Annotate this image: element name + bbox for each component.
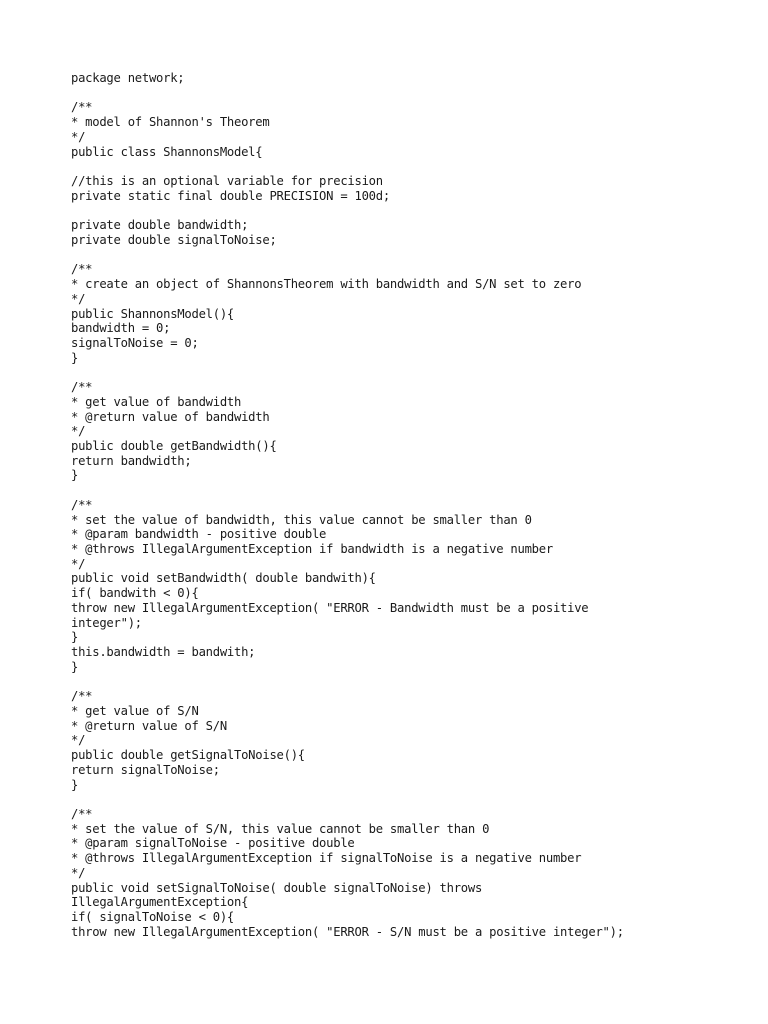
code-line: if( signalToNoise < 0){ xyxy=(71,909,235,924)
code-line: } xyxy=(71,777,79,792)
code-line: } xyxy=(71,350,79,365)
code-line: * @return value of bandwidth xyxy=(71,409,270,424)
code-line: * set the value of S/N, this value cannot be smaller than 0 xyxy=(71,821,490,836)
code-line: * @param bandwidth - positive double xyxy=(71,527,327,542)
code-line: /** xyxy=(71,262,93,277)
code-line: return signalToNoise; xyxy=(71,762,220,777)
code-line: public class ShannonsModel{ xyxy=(71,144,263,159)
code-line xyxy=(71,203,711,218)
code-line: public void setSignalToNoise( double signalToNoise) throws xyxy=(71,880,483,895)
code-line: */ xyxy=(71,424,86,439)
code-line: /** xyxy=(71,689,93,704)
code-line: IllegalArgumentException{ xyxy=(71,895,249,910)
code-line: * set the value of bandwidth, this value cannot be smaller than 0 xyxy=(71,512,532,527)
code-line: private double bandwidth; xyxy=(71,218,249,233)
code-line: * create an object of ShannonsTheorem with bandwidth and S/N set to zero xyxy=(71,277,582,292)
code-line: private static final double PRECISION = 100d; xyxy=(71,188,390,203)
code-line: package network; xyxy=(71,71,185,85)
code-line: signalToNoise = 0; xyxy=(71,335,199,350)
code-line: public void setBandwidth( double bandwith){ xyxy=(71,571,376,586)
code-line: throw new IllegalArgumentException( "ERROR - S/N must be a positive integer"); xyxy=(71,924,624,939)
code-line: this.bandwidth = bandwith; xyxy=(71,645,256,660)
code-line: //this is an optional variable for precision xyxy=(71,174,383,189)
code-line xyxy=(71,792,711,807)
code-line xyxy=(71,365,711,380)
code-line xyxy=(71,248,711,263)
code-line: * @throws IllegalArgumentException if signalToNoise is a negative number xyxy=(71,851,582,866)
code-line: } xyxy=(71,468,79,483)
code-line: bandwidth = 0; xyxy=(71,321,171,336)
code-line: /** xyxy=(71,806,93,821)
code-line: /** xyxy=(71,497,93,512)
code-line: /** xyxy=(71,100,93,115)
code-line: public double getSignalToNoise(){ xyxy=(71,748,305,763)
code-line: public double getBandwidth(){ xyxy=(71,438,277,453)
code-line: * @return value of S/N xyxy=(71,718,227,733)
code-line: } xyxy=(71,659,79,674)
code-line: throw new IllegalArgumentException( "ERROR - Bandwidth must be a positive xyxy=(71,600,589,615)
code-line: * get value of S/N xyxy=(71,703,199,718)
code-line: /** xyxy=(71,380,93,395)
code-line: private double signalToNoise; xyxy=(71,232,277,247)
code-line: public ShannonsModel(){ xyxy=(71,306,235,321)
code-line: if( bandwith < 0){ xyxy=(71,586,199,601)
code-line: } xyxy=(71,630,79,645)
code-line: */ xyxy=(71,865,86,880)
code-line: */ xyxy=(71,733,86,748)
code-line: integer"); xyxy=(71,615,142,630)
code-line xyxy=(71,86,711,101)
code-line xyxy=(71,159,711,174)
code-line xyxy=(71,674,711,689)
code-line: */ xyxy=(71,129,86,144)
code-line xyxy=(71,483,711,498)
code-line: return bandwidth; xyxy=(71,453,192,468)
code-line: */ xyxy=(71,556,86,571)
code-listing xyxy=(71,71,711,939)
code-line: */ xyxy=(71,291,86,306)
code-line: * @throws IllegalArgumentException if bandwidth is a negative number xyxy=(71,542,553,556)
code-line: * get value of bandwidth xyxy=(71,394,242,409)
code-line: * @param signalToNoise - positive double xyxy=(71,836,355,851)
code-line: * model of Shannon's Theorem xyxy=(71,115,270,130)
